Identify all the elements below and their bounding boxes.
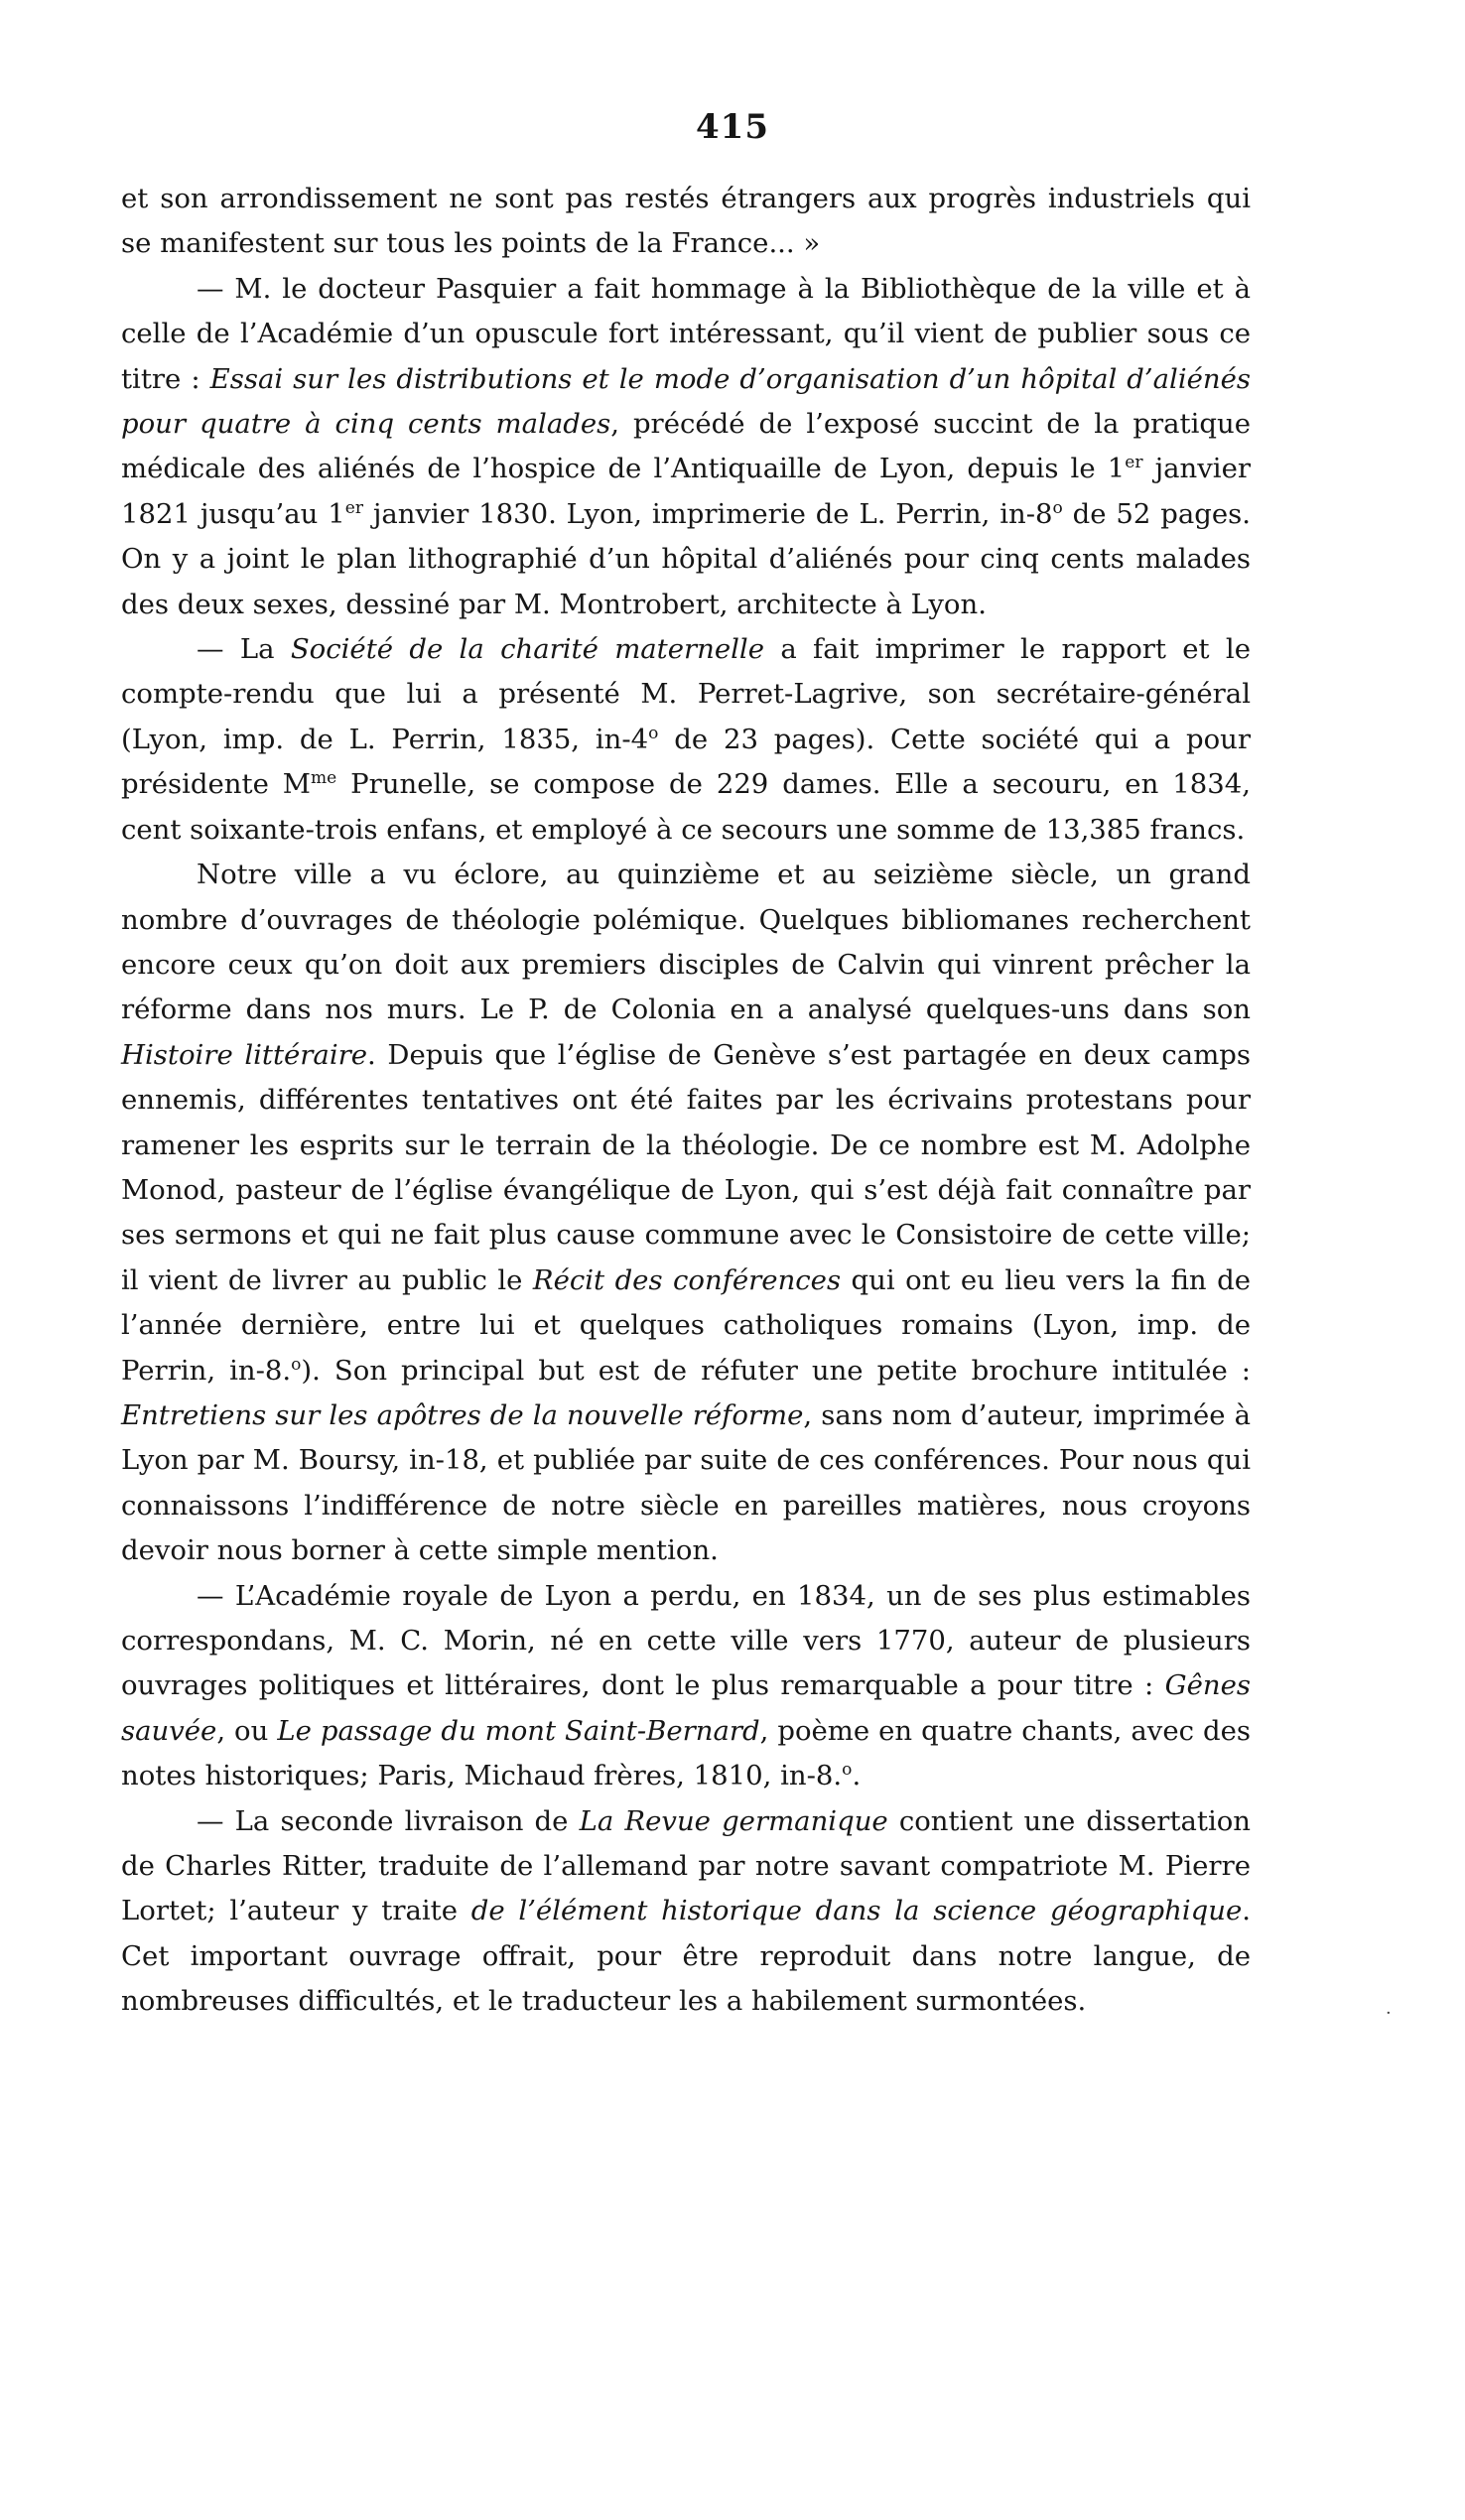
paragraph-4 (121, 853, 1251, 1574)
superscript: o (1052, 497, 1063, 518)
text-run: , précédé de l’exposé succint de la pratique médicale des aliénés de l’hospice de l’Antiquaille de Lyon, depuis le 1 (121, 408, 1251, 485)
superscript: er (1125, 453, 1143, 473)
paragraph-3 (121, 627, 1251, 853)
paragraph-2 (121, 267, 1251, 627)
text-run: — M. le docteur Pasquier a fait hommage à la Bibliothèque de la ville et à celle de l’Académie d’un opuscule fort intéressant, qu’il vient de publier sous ce titre : (121, 272, 1251, 395)
text-run: — La seconde livraison de (197, 1804, 580, 1837)
text-run: qui ont eu lieu vers la fin de l’année dernière, entre lui et quelques catholiques romains (Lyon, imp. de Perrin, in-8. (121, 1263, 1251, 1387)
text-run: , poème en quatre chants, avec des notes historiques; Paris, Michaud frères, 1810, in-8. (121, 1714, 1251, 1792)
superscript: o (842, 1760, 853, 1780)
italic-title: Gênes sauvée (121, 1669, 1251, 1747)
text-run: de 23 pages). Cette société qui a pour présidente M (121, 723, 1251, 801)
italic-title: Entretiens sur les apôtres de la nouvelle réforme (121, 1398, 804, 1431)
text-run: Prunelle, se compose de 229 dames. Elle a secouru, en 1834, cent soixante-trois enfans, et employé à ce secours une somme de 13,385 francs. (121, 768, 1251, 846)
text-run: janvier 1830. Lyon, imprimerie de L. Perrin, in-8 (362, 497, 1053, 530)
paragraph-1 (121, 177, 1251, 267)
text-run: janvier 1821 jusqu’au 1 (121, 453, 1251, 530)
italic-title: La Revue germanique (579, 1804, 888, 1837)
superscript: o (648, 723, 659, 743)
italic-title: Histoire littéraire (121, 1038, 368, 1071)
margin-speck: · (1386, 2003, 1392, 2024)
italic-title: Récit des conférences (532, 1263, 842, 1296)
paragraph-5 (121, 1574, 1251, 1799)
superscript: me (310, 768, 337, 789)
italic-title: Essai sur les distributions et le mode d’organisation d’un hôpital d’aliénés pour quatre à cinq cents malades (121, 362, 1252, 441)
italic-title: Le passage du mont Saint-Bernard (277, 1714, 760, 1747)
superscript: o (291, 1354, 302, 1375)
paragraph-6 (121, 1799, 1251, 2025)
italic-title: Société de la charité maternelle (290, 633, 764, 666)
superscript: er (344, 497, 363, 518)
text-run: . Depuis que l’église de Genève s’est partagée en deux camps ennemis, différentes tentatives ont été faites par les écrivains protestans pour ramener les esprits sur le terrain de la théologie. De ce nombre est M. Adolphe Monod, pasteur de l’église évangélique de Lyon, qui s’est déjà fait connaître par ses sermons et qui ne fait plus cause commune avec le Consistoire de cette ville; il vient de livrer au public le (121, 1038, 1251, 1296)
text-run: — L’Académie royale de Lyon a perdu, en 1834, un de ses plus estimables correspondans, M. C. Morin, né en cette ville vers 1770, auteur de plusieurs ouvrages politiques et littéraires, dont le plus remarquable a pour titre : (121, 1579, 1251, 1702)
text-run: et son arrondissement ne sont pas restés étrangers aux progrès industriels qui se manifestent sur tous les points de la France... » (121, 183, 1251, 260)
italic-title: de l’élément historique dans la science géographique (470, 1895, 1243, 1927)
body-text (121, 177, 1251, 2025)
text-run: de 52 pages. On y a joint le plan lithographié d’un hôpital d’aliénés pour cinq cents malades des deux sexes, dessiné par M. Montrobert, architecte à Lyon. (121, 497, 1252, 620)
text-run: a fait imprimer le rapport et le compte-rendu que lui a présenté M. Perret-Lagrive, son secrétaire-général (Lyon, imp. de L. Perrin, 1835, in-4 (121, 633, 1252, 755)
text-run: contient une dissertation de Charles Ritter, traduite de l’allemand par notre savant compatriote M. Pierre Lortet; l’auteur y traite (121, 1804, 1252, 1927)
text-run: Notre ville a vu éclore, au quinzième et au seizième siècle, un grand nombre d’ouvrages de théologie polémique. Quelques bibliomanes recherchent encore ceux qu’on doit aux premiers disciples de Calvin qui vinrent prêcher la réforme dans nos murs. Le P. de Colonia en a analysé quelques-uns dans son (121, 859, 1251, 1026)
text-run: — La (197, 633, 291, 666)
text-run: , ou (216, 1714, 278, 1747)
text-run: . (852, 1760, 862, 1792)
text-run: , sans nom d’auteur, imprimée à Lyon par M. Boursy, in-18, et publiée par suite de ces conférences. Pour nous qui connaissons l’indifférence de notre siècle en pareilles matières, nous croyons devoir nous borner à cette simple mention. (121, 1398, 1251, 1567)
text-run: . Cet important ouvrage offrait, pour être reproduit dans notre langue, de nombreuses difficultés, et le traducteur les a habilement surmontées. (121, 1895, 1251, 2018)
page-number: 415 (696, 107, 769, 147)
text-run: ). Son principal but est de réfuter une petite brochure intitulée : (301, 1354, 1252, 1387)
